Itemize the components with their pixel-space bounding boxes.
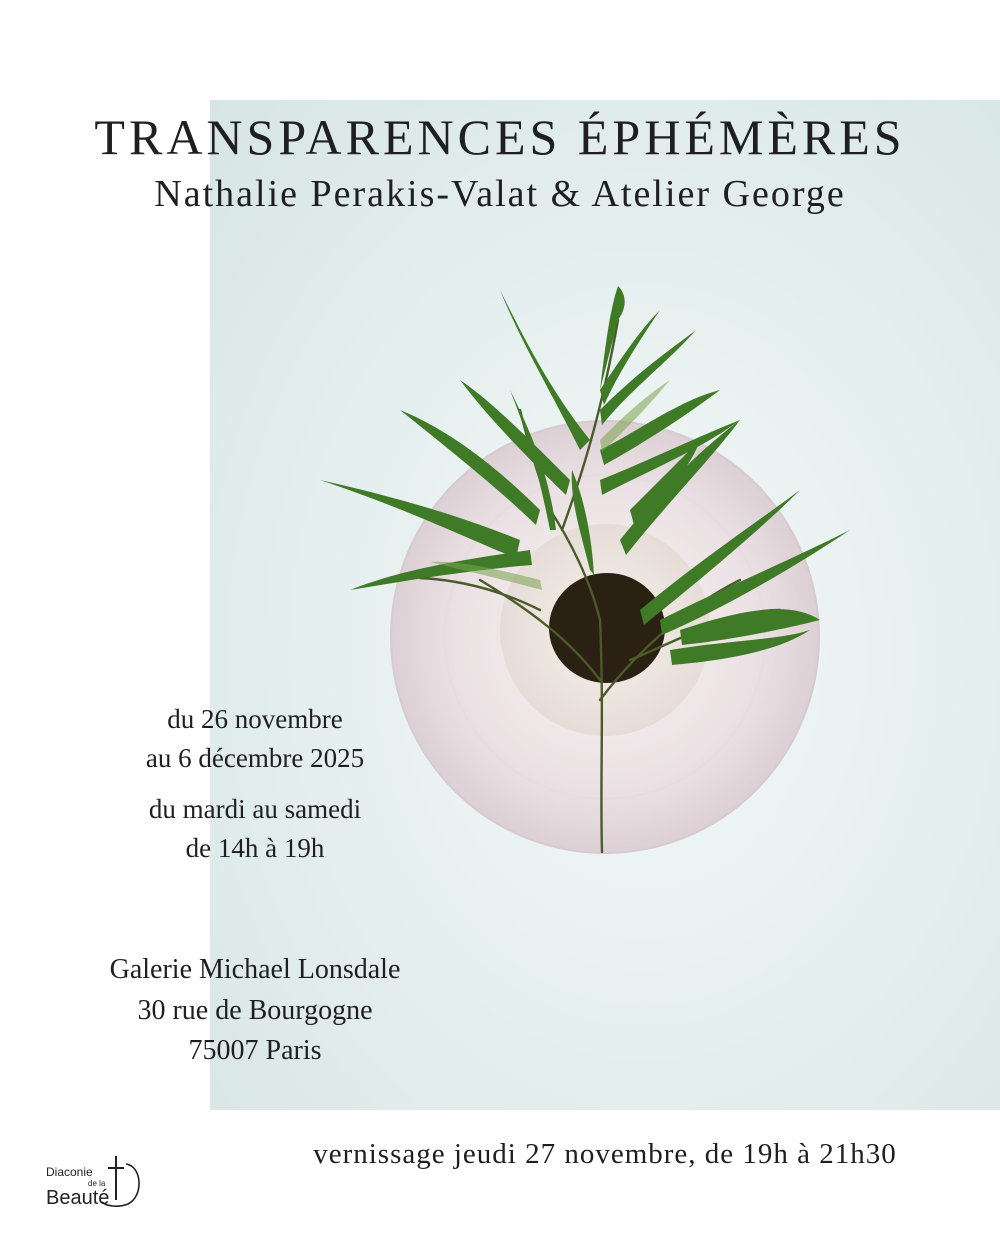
venue-name: Galerie Michael Lonsdale xyxy=(109,954,401,985)
exhibition-dates xyxy=(100,700,410,778)
artists-subtitle: Nathalie Perakis-Valat & Atelier George xyxy=(154,173,846,215)
venue-city: 75007 Paris xyxy=(188,1035,322,1067)
logo-text-de-la: de la xyxy=(88,1179,106,1188)
dates-start: du 26 novembre xyxy=(167,704,343,734)
exhibition-title: TRANSPARENCES ÉPHÉMÈRES xyxy=(94,109,906,165)
vernissage-info: vernissage jeudi 27 novembre, de 19h à 21h30 xyxy=(313,1138,897,1170)
venue-street: 30 rue de Bourgogne xyxy=(137,994,373,1026)
logo-text-beaute: Beauté xyxy=(46,1187,110,1209)
logo-text-diaconie: Diaconie xyxy=(46,1165,93,1179)
hours-days: du mardi au samedi xyxy=(148,794,362,824)
dates-end: au 6 décembre 2025 xyxy=(145,743,365,774)
diaconie-de-la-beaute-logo xyxy=(44,1148,154,1218)
venue-address xyxy=(60,950,450,1072)
hours-time: de 14h à 19h xyxy=(185,833,325,864)
opening-hours xyxy=(100,790,410,868)
